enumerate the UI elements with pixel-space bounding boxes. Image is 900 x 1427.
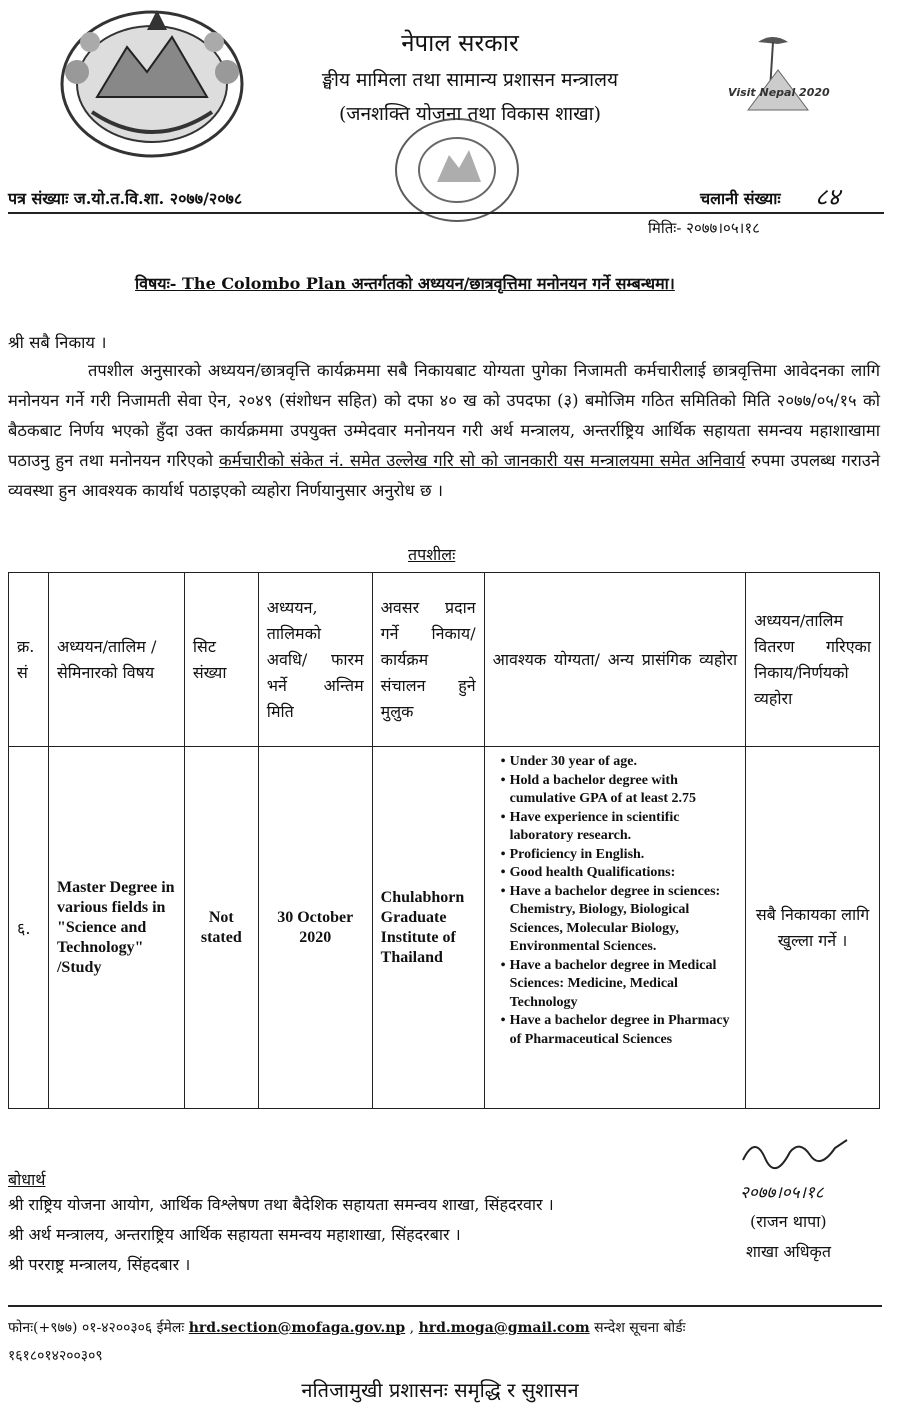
td-subject: Master Degree in various fields in "Science and Technology" /Study (48, 747, 184, 1109)
td-requirements (484, 747, 746, 1109)
signature (735, 1130, 855, 1185)
requirement-item: • Under 30 year of age. (503, 753, 738, 772)
scholarship-table (8, 572, 880, 1109)
requirement-item: • Good health Qualifications: (503, 864, 738, 883)
tapsil-heading: तपशीलः (408, 545, 456, 564)
bodharth-heading: बोधार्थ (8, 1170, 46, 1189)
td-provider: Chulabhorn Graduate Institute of Thailand (372, 747, 484, 1109)
footer-sep: , (405, 1320, 419, 1336)
signatory-name: (राजन थापा) (750, 1212, 827, 1231)
visit-nepal-logo (718, 30, 838, 125)
header-divider (8, 212, 884, 214)
td-deadline: 30 October 2020 (258, 747, 372, 1109)
footer-motto: नतिजामुखी प्रशासनः समृद्धि र सुशासन (301, 1378, 579, 1402)
patra-sankhya: पत्र संख्याः ज.यो.त.वि.शा. २०७७/२०७८ (8, 189, 243, 208)
nepal-emblem (52, 2, 252, 162)
th-qualification: आवश्यक योग्यता/ अन्य प्रासंगिक व्यहोरा (484, 573, 746, 747)
signature-date: २०७७।०५।१८ (740, 1183, 824, 1203)
subject-label: विषयः- (135, 274, 177, 293)
subject-text: The Colombo Plan अन्तर्गतको अध्ययन/छात्रवृत्तिमा मनोनयन गर्ने सम्बन्धमा। (176, 274, 675, 293)
th-duration: अध्ययन, तालिमको अवधि/ फारम भर्ने अन्तिम मिति (258, 573, 372, 747)
requirement-item: • Have experience in scientific laboratory research. (503, 809, 738, 846)
header-govt: नेपाल सरकार (401, 29, 519, 57)
th-provider: अवसर प्रदान गर्ने निकाय/ कार्यक्रम संचालन हुने मुलुक (372, 573, 484, 747)
chalani-label: चलानी संख्याः (700, 189, 781, 208)
visit-nepal-text: Visit Nepal 2020 (728, 86, 830, 99)
th-subject: अध्ययन/तालिम / सेमिनारको विषय (48, 573, 184, 747)
requirement-item: • Hold a bachelor degree with cumulative GPA of at least 2.75 (503, 772, 738, 809)
body-underlined: कर्मचारीको संकेत नं. समेत उल्लेख गरि सो को जानकारी यस मन्त्रालयमा समेत अनिवार्य (219, 451, 746, 470)
table-row (9, 747, 880, 1109)
requirement-item: • Have a bachelor degree in Medical Sciences: Medicine, Medical Technology (503, 957, 738, 1013)
office-seal (395, 118, 519, 222)
body-paragraph (8, 356, 880, 506)
letter-date: मितिः- २०७७।०५।१८ (648, 219, 760, 237)
th-sn: क्र. सं (9, 573, 49, 747)
body-part1: तपशील अनुसारको अध्ययन/छात्रवृत्ति कार्यक्रममा सबै निकायबाट योग्यता पुगेका निजामती कर्मचारीलाई छात्रवृत्तिमा आवेदनका लागि मनोनयन गर्ने गरी निजामती सेवा ऐन, २०४९ (संशोधन सहित) को दफा ४० ख को उपदफा (३) बमोजिम गठित समितिको मिति २०७७/०५/१५ को बैठकबाट निर्णय भएको हुँदा उक्त कार्यक्रममा उपयुक्त उम्मेदवार मनोनयन गरी अर्थ मन्त्रालय, अन्तर्राष्ट्रिय आर्थिक सहायता समन्वय महाशाखामा पठाउनु हुन तथा मनोनयन गरिएको (8, 361, 880, 470)
th-seats: सिट संख्या (184, 573, 258, 747)
footer-divider (8, 1305, 882, 1307)
table-header-row (9, 573, 880, 747)
footer-email-2[interactable]: hrd.moga@gmail.com (418, 1320, 590, 1336)
bodharth-item: श्री राष्ट्रिय योजना आयोग, आर्थिक विश्लेषण तथा बैदेशिक सहायता समन्वय शाखा, सिंहदरवार । (8, 1195, 554, 1214)
footer-board-number: १६१८०१४२००३०९ (8, 1348, 103, 1364)
requirements-list (493, 753, 738, 1049)
footer-contact (8, 1318, 685, 1337)
footer-email-1[interactable]: hrd.section@mofaga.gov.np (188, 1320, 406, 1336)
header-ministry: ङ्घीय मामिला तथा सामान्य प्रशासन मन्त्रालय (322, 69, 618, 91)
header-section: (जनशक्ति योजना तथा विकास शाखा) (338, 103, 602, 125)
signatory-title: शाखा अधिकृत (746, 1242, 831, 1261)
requirement-item: • Have a bachelor degree in sciences: Chemistry, Biology, Biological Sciences, Molecular Biology, Environmental Sciences. (503, 883, 738, 957)
body-part2: रुपमा उपलब्ध गराउने व्यवस्था हुन आवश्यक कार्यार्थ पठाइएको व्यहोरा निर्णयानुसार अनुरोध छ । (8, 451, 880, 500)
footer-phone: फोनः(+९७७) ०१-४२००३०६ ईमेलः (8, 1320, 185, 1336)
salutation: श्री सबै निकाय । (8, 333, 107, 352)
requirement-item: • Proficiency in English. (503, 846, 738, 865)
subject-line (135, 272, 675, 294)
chalani-value: ८४ (815, 183, 840, 211)
td-sn: ६. (9, 747, 49, 1109)
bodharth-item: श्री परराष्ट्र मन्त्रालय, सिंहदबार । (8, 1255, 191, 1274)
td-seats: Not stated (184, 747, 258, 1109)
td-distribution: सबै निकायका लागि खुल्ला गर्ने । (746, 747, 880, 1109)
bodharth-item: श्री अर्थ मन्त्रालय, अन्तराष्ट्रिय आर्थिक सहायता समन्वय महाशाखा, सिंहदरबार । (8, 1225, 461, 1244)
th-distribution: अध्ययन/तालिम वितरण गरिएका निकाय/निर्णयको व्यहोरा (746, 573, 880, 747)
requirement-item: • Have a bachelor degree in Pharmacy of Pharmaceutical Sciences (503, 1012, 738, 1049)
footer-notice: सन्देश सूचना बोर्डः (589, 1320, 686, 1336)
